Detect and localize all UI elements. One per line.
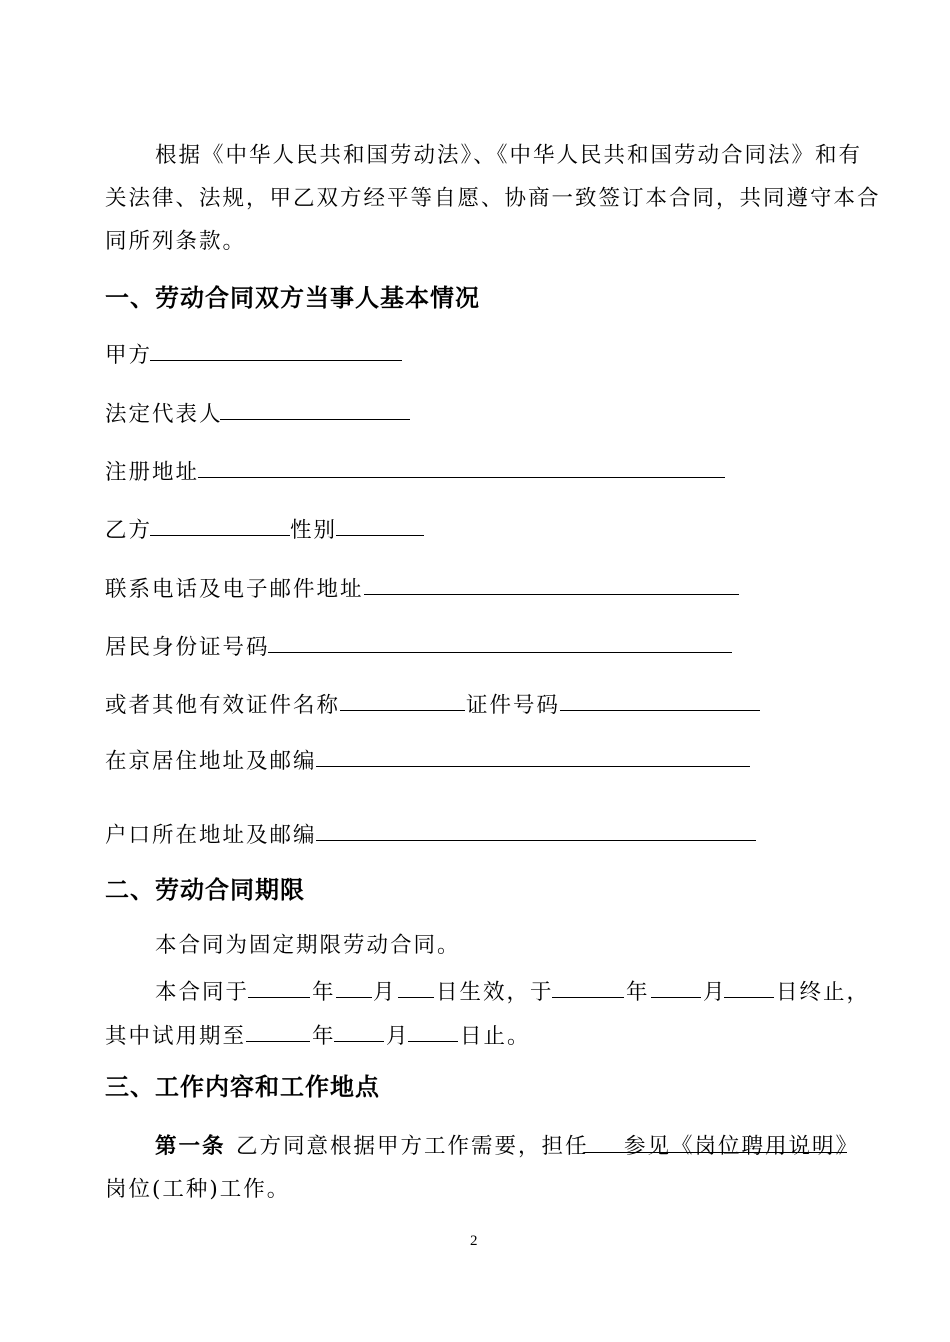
other-id-number-field[interactable] — [560, 710, 760, 711]
intro-line-3: 同所列条款。 — [105, 229, 247, 254]
trial-prefix: 其中试用期至 — [105, 1024, 247, 1049]
article-1-filled-value: 参见《岗位聘用说明》 — [624, 1134, 860, 1159]
other-id-name-field[interactable] — [340, 710, 465, 711]
gender-field[interactable] — [336, 535, 424, 536]
intro-line-1: 根据《中华人民共和国劳动法》、《中华人民共和国劳动合同法》和有 — [155, 143, 863, 168]
end-year-field[interactable] — [552, 997, 624, 998]
trial-month-field[interactable] — [334, 1041, 384, 1042]
section-2-heading: 二、劳动合同期限 — [105, 876, 305, 904]
intro-line-2: 关法律、法规，甲乙双方经平等自愿、协商一致签订本合同，共同遵守本合 — [105, 186, 881, 211]
effective-month-field[interactable] — [336, 997, 372, 998]
hukou-address-label: 户口所在地址及邮编 — [105, 823, 317, 848]
beijing-address-field[interactable] — [316, 766, 750, 767]
article-1-text: 乙方同意根据甲方工作需要，担任 — [236, 1134, 589, 1159]
party-b-field[interactable] — [150, 535, 290, 536]
effective-month-label: 月 — [373, 980, 397, 1005]
section-3-heading: 三、工作内容和工作地点 — [105, 1073, 380, 1101]
end-year-label: 年 — [626, 980, 650, 1005]
effective-day-field[interactable] — [398, 997, 434, 998]
reg-address-label: 注册地址 — [105, 460, 200, 485]
legal-rep-field[interactable] — [220, 419, 410, 420]
article-1-line-2: 岗位(工种)工作。 — [105, 1177, 291, 1202]
reg-address-field[interactable] — [198, 477, 725, 478]
beijing-address-label: 在京居住地址及邮编 — [105, 749, 317, 774]
trial-year-field[interactable] — [246, 1041, 310, 1042]
party-a-field[interactable] — [150, 360, 402, 361]
other-id-name-label: 或者其他有效证件名称 — [105, 693, 341, 718]
hukou-address-field[interactable] — [316, 840, 756, 841]
trial-year-label: 年 — [312, 1024, 336, 1049]
fixed-term-text: 本合同为固定期限劳动合同。 — [155, 933, 461, 958]
id-number-field[interactable] — [268, 652, 732, 653]
page-number: 2 — [470, 1233, 478, 1249]
gender-label: 性别 — [290, 518, 338, 543]
trial-day-label: 日止。 — [460, 1024, 531, 1049]
article-1-label: 第一条 — [155, 1134, 226, 1159]
end-month-field[interactable] — [651, 997, 701, 998]
end-day-label: 日终止， — [776, 980, 871, 1005]
end-day-field[interactable] — [724, 997, 774, 998]
contact-field[interactable] — [364, 594, 739, 595]
party-a-label: 甲方 — [105, 343, 153, 368]
end-month-label: 月 — [703, 980, 727, 1005]
trial-month-label: 月 — [386, 1024, 410, 1049]
party-b-label: 乙方 — [105, 518, 153, 543]
effective-prefix: 本合同于 — [155, 980, 250, 1005]
trial-day-field[interactable] — [408, 1041, 458, 1042]
effective-year-field[interactable] — [248, 997, 310, 998]
effective-year-label: 年 — [312, 980, 336, 1005]
section-1-heading: 一、劳动合同双方当事人基本情况 — [105, 284, 480, 312]
legal-rep-label: 法定代表人 — [105, 402, 223, 427]
contact-label: 联系电话及电子邮件地址 — [105, 577, 364, 602]
other-id-number-label: 证件号码 — [466, 693, 561, 718]
effective-day-label: 日生效，于 — [436, 980, 554, 1005]
id-number-label: 居民身份证号码 — [105, 635, 270, 660]
